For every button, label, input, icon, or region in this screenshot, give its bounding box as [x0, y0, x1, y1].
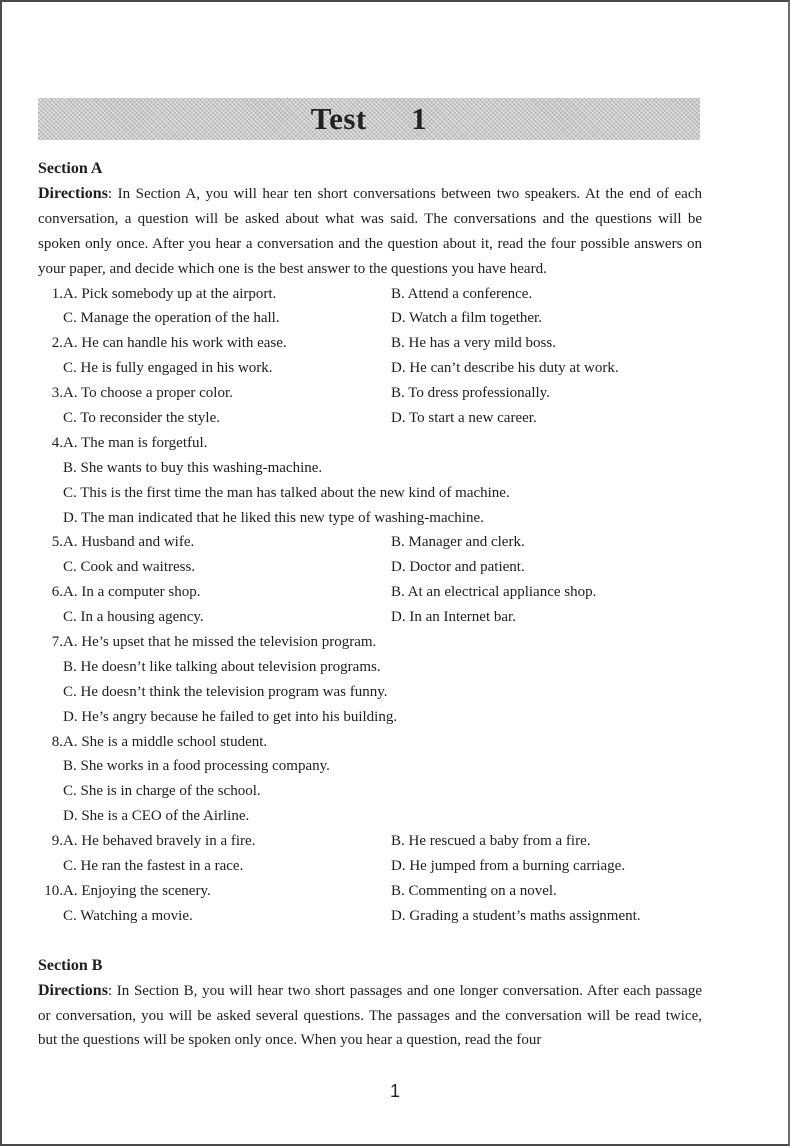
answer-option: A. Enjoying the scenery. [63, 882, 211, 899]
option-row [38, 829, 702, 854]
indent [38, 779, 63, 804]
answer-option: B. He rescued a baby from a fire. [391, 833, 591, 850]
option-row [38, 854, 702, 879]
question-number: 8. [51, 733, 63, 750]
question-number: 2. [51, 335, 63, 352]
indent [38, 406, 63, 431]
answer-option: D. He jumped from a burning carriage. [391, 858, 626, 875]
question-number: 4. [51, 434, 63, 451]
question-3 [38, 381, 702, 431]
answer-option: B. He doesn’t like talking about television programs. [63, 658, 381, 675]
option-row [38, 580, 702, 605]
page-number: 1 [389, 1081, 400, 1101]
option-row [38, 381, 702, 406]
indent [38, 356, 63, 381]
option-row [38, 605, 702, 630]
option-row [38, 904, 702, 929]
question-8 [38, 730, 702, 830]
option-row [38, 282, 702, 307]
indent [38, 605, 63, 630]
answer-option: B. She works in a food processing company. [63, 758, 330, 775]
answer-option: D. He’s angry because he failed to get into his building. [63, 708, 398, 725]
directions-text: : In Section A, you will hear ten short conversations between two speakers. At the end of each conversation, a question will be asked about what was said. The conversations and the questions will be spoken only once. After you hear a conversation and the question about it, read the four possible answers on your paper, and decide which one is the best answer to the questions you have heard. [38, 185, 702, 277]
page-title: Test 1 [310, 101, 428, 136]
answer-option: D. She is a CEO of the Airline. [63, 808, 250, 825]
option-row [38, 331, 702, 356]
answer-option: A. To choose a proper color. [63, 385, 233, 402]
title-banner [38, 98, 700, 140]
answer-option: B. He has a very mild boss. [391, 335, 556, 352]
answer-option: A. The man is forgetful. [63, 434, 208, 451]
option-row [38, 506, 702, 531]
question-number: 9. [51, 833, 63, 850]
answer-option: B. To dress professionally. [391, 385, 550, 402]
answer-option: C. Watching a movie. [63, 907, 193, 924]
answer-option: B. Attend a conference. [391, 285, 533, 302]
indent [38, 555, 63, 580]
answer-option: D. The man indicated that he liked this new type of washing-machine. [63, 509, 484, 526]
option-row [38, 431, 702, 456]
option-row [38, 481, 702, 506]
answer-option: C. To reconsider the style. [63, 409, 220, 426]
answer-option: B. She wants to buy this washing-machine. [63, 459, 323, 476]
answer-option: A. Pick somebody up at the airport. [63, 285, 277, 302]
answer-option: A. He’s upset that he missed the television program. [63, 634, 377, 650]
indent [38, 306, 63, 331]
answer-option: A. Husband and wife. [63, 534, 195, 551]
answer-option: B. At an electrical appliance shop. [391, 584, 597, 601]
question-number: 5. [51, 534, 63, 551]
answer-option: B. Manager and clerk. [391, 534, 525, 551]
option-row [38, 630, 702, 655]
answer-option: C. He doesn’t think the television program was funny. [63, 683, 388, 700]
directions-label: Directions [38, 981, 108, 999]
indent [38, 804, 63, 829]
indent [38, 680, 63, 705]
option-row [38, 804, 702, 829]
indent [38, 481, 63, 506]
question-6 [38, 580, 702, 630]
answer-option: C. He ran the fastest in a race. [63, 858, 244, 875]
option-row [38, 680, 702, 705]
section-a-heading: Section A [38, 160, 103, 177]
option-row [38, 655, 702, 680]
question-4 [38, 431, 702, 531]
question-1 [38, 282, 702, 332]
section-b-heading: Section B [38, 956, 103, 974]
section-b [38, 954, 702, 1054]
option-row [38, 406, 702, 431]
question-number: 6. [51, 584, 63, 601]
answer-option: B. Commenting on a novel. [391, 882, 557, 899]
indent [38, 506, 63, 531]
answer-option: D. He can’t describe his duty at work. [391, 360, 619, 377]
answer-option: C. In a housing agency. [63, 609, 204, 626]
question-10 [38, 879, 702, 929]
option-row [38, 754, 702, 779]
option-row [38, 879, 702, 904]
section-a-directions [38, 182, 702, 282]
answer-option: C. Manage the operation of the hall. [63, 310, 280, 327]
question-9 [38, 829, 702, 879]
question-list [38, 282, 702, 929]
answer-option: D. Doctor and patient. [391, 559, 525, 576]
indent [38, 754, 63, 779]
indent [38, 854, 63, 879]
option-row [38, 356, 702, 381]
answer-option: D. Grading a student’s maths assignment. [391, 907, 641, 924]
directions-label: Directions [38, 184, 108, 202]
indent [38, 655, 63, 680]
option-row [38, 530, 702, 555]
question-2 [38, 331, 702, 381]
answer-option: C. Cook and waitress. [63, 559, 196, 576]
answer-option: D. Watch a film together. [391, 310, 542, 327]
question-number: 10. [44, 882, 63, 899]
option-row [38, 779, 702, 804]
question-number: 1. [51, 285, 63, 302]
answer-option: C. She is in charge of the school. [63, 783, 261, 800]
question-number: 7. [51, 634, 63, 650]
option-row [38, 456, 702, 481]
answer-option: A. She is a middle school student. [63, 733, 268, 750]
answer-option: C. He is fully engaged in his work. [63, 360, 273, 377]
question-7 [38, 630, 702, 730]
directions-text: : In Section B, you will hear two short passages and one longer conversation. After each passage or conversation, you will be asked several questions. The passages and the conversation will be read twice, but the questions will be spoken only once. When you hear a question, read the four [38, 982, 702, 1049]
option-row [38, 306, 702, 331]
option-row [38, 555, 702, 580]
question-number: 3. [51, 385, 63, 402]
option-row [38, 730, 702, 755]
page-content [38, 157, 702, 1053]
indent [38, 705, 63, 730]
answer-option: A. He behaved bravely in a fire. [63, 833, 256, 850]
answer-option: A. In a computer shop. [63, 584, 201, 601]
answer-option: D. In an Internet bar. [391, 609, 516, 626]
indent [38, 904, 63, 929]
indent [38, 456, 63, 481]
option-row [38, 705, 702, 730]
answer-option: D. To start a new career. [391, 409, 537, 426]
answer-option: A. He can handle his work with ease. [63, 335, 287, 352]
section-b-directions [38, 979, 702, 1054]
answer-option: C. This is the first time the man has talked about the new kind of machine. [63, 484, 510, 501]
question-5 [38, 530, 702, 580]
